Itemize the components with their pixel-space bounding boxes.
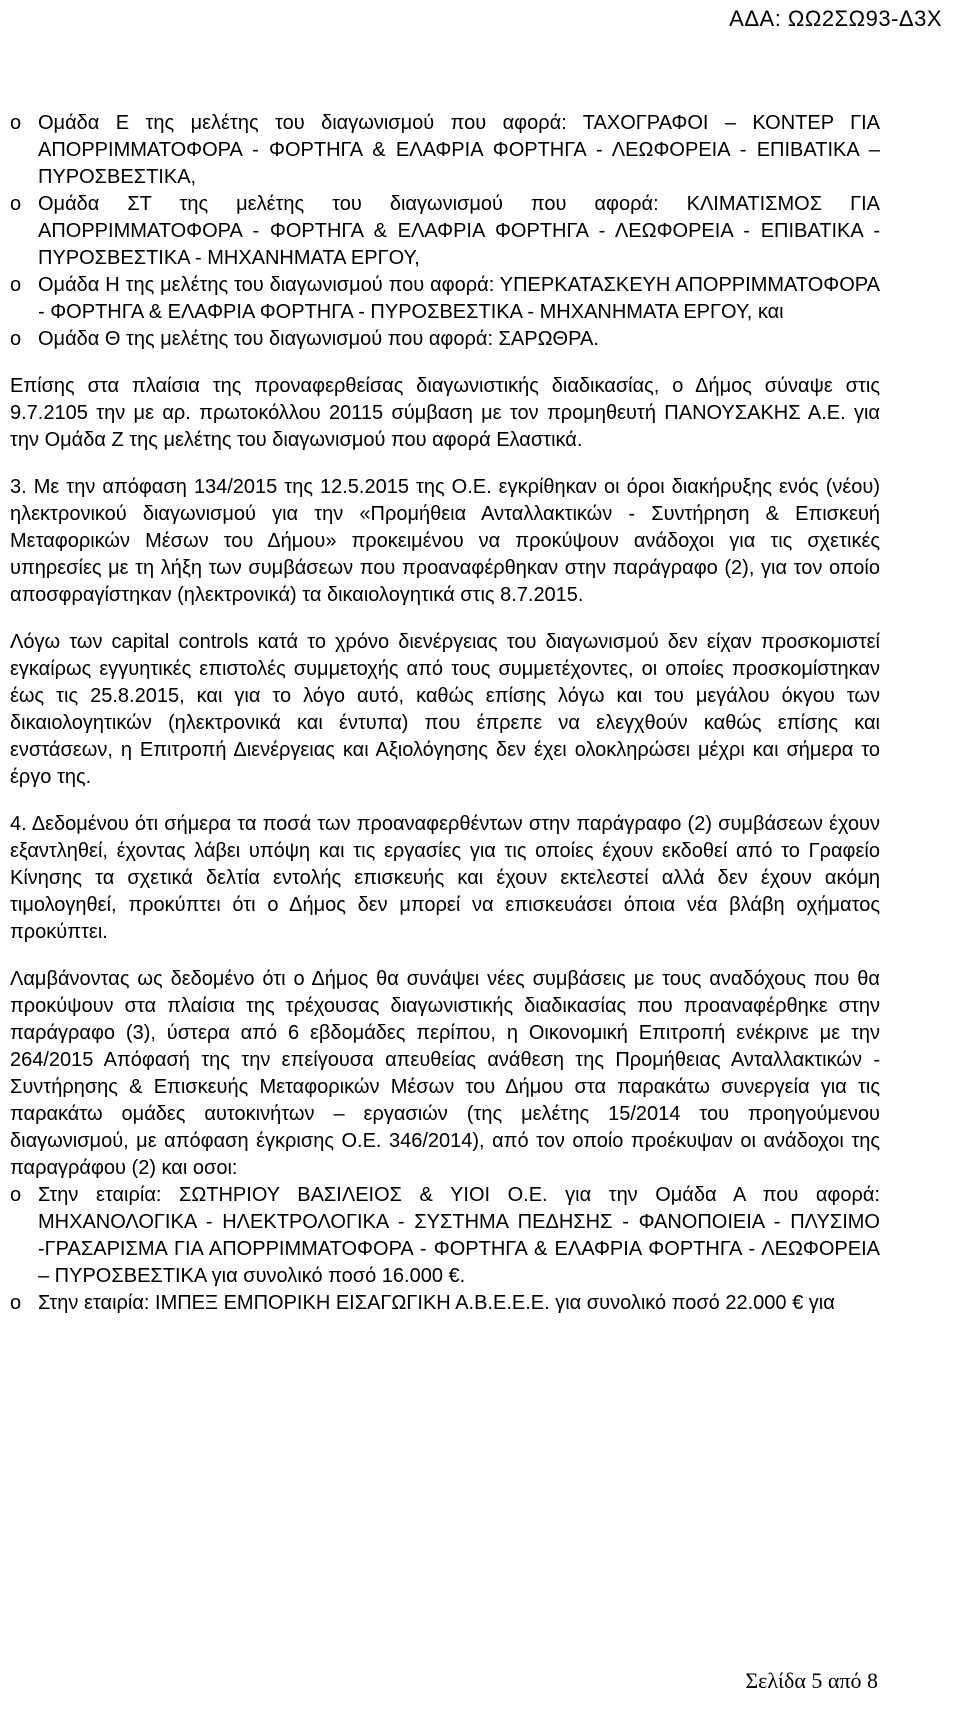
bullet-mark: o — [10, 112, 22, 134]
paragraph-capital-controls: Λόγω των capital controls κατά το χρόνο διενέργειας του διαγωνισμού δεν είχαν προσκομιστεί εγκαίρως εγγυητικές επιστολές συμμετοχής από τους συμμετέχοντες, οι οποίες προσκομίστηκαν έως τις 25.8.2015, και για το λόγο αυτό, καθώς επίσης λόγω και του μεγάλου όκγου των δικαιολογητικών (ηλεκτρονικά και έντυπα) που έπρεπε να ελεγχθούν καθώς επίσης και ενστάσεων, η Επιτροπή Διενέργειας και Αξιολόγησης δεν έχει ολοκληρώσει μέχρι και σήμερα το έργο της. — [10, 631, 880, 788]
list-item-text: Ομάδα ΣΤ της μελέτης του διαγωνισμού που αφορά: ΚΛΙΜΑΤΙΣΜΟΣ ΓΙΑ ΑΠΟΡΡΙΜΜΑΤΟΦΟΡΑ - ΦΟΡΤΗΓΑ & ΕΛΑΦΡΙΑ ΦΟΡΤΗΓΑ - ΛΕΩΦΟΡΕΙΑ - ΕΠΙΒΑΤΙΚΑ - ΠΥΡΟΣΒΕΣΤΙΚΑ - ΜΗΧΑΝΗΜΑΤΑ ΕΡΓΟΥ, — [38, 193, 880, 269]
bullet-mark: o — [10, 274, 22, 296]
document-body — [10, 110, 880, 1317]
paragraph-direct-award: Λαμβάνοντας ως δεδομένο ότι ο Δήμος θα συνάψει νέες συμβάσεις με τους αναδόχους που θα προκύψουν στα πλαίσια της τρέχουσας διαγωνιστικής διαδικασίας που προαναφέρθηκε στην παράγραφο (3), ύστερα από 6 εβδομάδες περίπου, η Οικονομική Επιτροπή ενέκρινε με την 264/2015 Απόφασή της την επείγουσα απευθείας ανάθεση της Προμήθειας Ανταλλακτικών - Συντήρησης & Επισκευής Μεταφορικών Μέσων του Δήμου στα παρακάτω συνεργεία για τις παρακάτω ομάδες αυτοκινήτων – εργασιών (της μελέτης 15/2014 του προηγούμενου διαγωνισμού, με απόφαση έγκρισης Ο.Ε. 346/2014), από τον οποίο προέκυψαν οι ανάδοχοι της παραγράφου (2) και οσοι: — [10, 968, 880, 1179]
paragraph-4: 4. Δεδομένου ότι σήμερα τα ποσά των προαναφερθέντων στην παράγραφο (2) συμβάσεων έχουν εξαντληθεί, έχοντας λάβει υπόψη και τις εργασίες για τις οποίες έχουν εκδοθεί από το Γραφείο Κίνησης τα σχετικά δελτία εντολής επισκευής και έχουν εκτελεστεί αλλά δεν έχουν ακόμη τιμολογηθεί, προκύπτει ότι ο Δήμος δεν μπορεί να επισκευάσει όποια νέα βλάβη οχήματος προκύπτει. — [10, 813, 880, 943]
group-list-top — [10, 110, 880, 353]
list-item-text: Ομάδα Ε της μελέτης του διαγωνισμού που αφορά: ΤΑΧΟΓΡΑΦΟΙ – ΚΟΝΤΕΡ ΓΙΑ ΑΠΟΡΡΙΜΜΑΤΟΦΟΡΑ - ΦΟΡΤΗΓΑ & ΕΛΑΦΡΙΑ ΦΟΡΤΗΓΑ - ΛΕΩΦΟΡΕΙΑ - ΕΠΙΒΑΤΙΚΑ – ΠΥΡΟΣΒΕΣΤΙΚΑ, — [38, 112, 880, 188]
contractor-list — [10, 1182, 880, 1317]
bullet-mark: o — [10, 1292, 22, 1314]
list-item-text: Στην εταιρία: ΙΜΠΕΞ ΕΜΠΟΡΙΚΗ ΕΙΣΑΓΩΓΙΚΗ Α.Β.Ε.Ε.Ε. για συνολικό ποσό 22.000 € για — [38, 1292, 835, 1314]
bullet-mark: o — [10, 328, 22, 350]
list-item-text: Ομάδα Η της μελέτης του διαγωνισμού που αφορά: ΥΠΕΡΚΑΤΑΣΚΕΥΗ ΑΠΟΡΡΙΜΜΑΤΟΦΟΡΑ - ΦΟΡΤΗΓΑ & ΕΛΑΦΡΙΑ ΦΟΡΤΗΓΑ - ΠΥΡΟΣΒΕΣΤΙΚΑ - ΜΗΧΑΝΗΜΑΤΑ ΕΡΓΟΥ, και — [38, 274, 880, 323]
bullet-mark: o — [10, 1184, 22, 1206]
paragraph-3: 3. Με την απόφαση 134/2015 της 12.5.2015 της Ο.Ε. εγκρίθηκαν οι όροι διακήρυξης ενός (νέου) ηλεκτρονικού διαγωνισμού για την «Προμήθεια Ανταλλακτικών - Συντήρηση & Επισκευή Μεταφορικών Μέσων του Δήμου» προκειμένου να προκύψουν ανάδοχοι για τις σχετικές υπηρεσίες με τη λήξη των συμβάσεων που προαναφέρθηκαν στην παράγραφο (2), για τον οποίο αποσφραγίστηκαν (ηλεκτρονικά) τα δικαιολογητικά στις 8.7.2015. — [10, 476, 880, 606]
list-item — [10, 191, 880, 272]
list-item — [10, 1290, 880, 1317]
paragraph-contract: Επίσης στα πλαίσια της προναφερθείσας διαγωνιστικής διαδικασίας, ο Δήμος σύναψε στις 9.7.2105 την με αρ. πρωτοκόλλου 20115 σύμβαση με τον προμηθευτή ΠΑΝΟΥΣΑΚΗΣ Α.Ε. για την Ομάδα Ζ της μελέτης του διαγωνισμού που αφορά Ελαστικά. — [10, 375, 880, 451]
list-item — [10, 1182, 880, 1290]
page-number: Σελίδα 5 από 8 — [745, 1668, 878, 1693]
list-item — [10, 272, 880, 326]
list-item-text: Ομάδα Θ της μελέτης του διαγωνισμού που αφορά: ΣΑΡΩΘΡΑ. — [38, 328, 599, 350]
ada-code: ΑΔΑ: ΩΩ2ΣΩ93-Δ3Χ — [729, 6, 942, 31]
list-item — [10, 110, 880, 191]
list-item — [10, 326, 880, 353]
bullet-mark: o — [10, 193, 22, 215]
list-item-text: Στην εταιρία: ΣΩΤΗΡΙΟΥ ΒΑΣΙΛΕΙΟΣ & ΥΙΟΙ Ο.Ε. για την Ομάδα Α που αφορά: ΜΗΧΑΝΟΛΟΓΙΚΑ - ΗΛΕΚΤΡΟΛΟΓΙΚΑ - ΣΥΣΤΗΜΑ ΠΕΔΗΣΗΣ - ΦΑΝΟΠΟΙΕΙΑ - ΠΛΥΣΙΜΟ -ΓΡΑΣΑΡΙΣΜΑ ΓΙΑ ΑΠΟΡΡΙΜΜΑΤΟΦΟΡΑ - ΦΟΡΤΗΓΑ & ΕΛΑΦΡΙΑ ΦΟΡΤΗΓΑ - ΛΕΩΦΟΡΕΙΑ – ΠΥΡΟΣΒΕΣΤΙΚΑ για συνολικό ποσό 16.000 €. — [38, 1184, 880, 1287]
